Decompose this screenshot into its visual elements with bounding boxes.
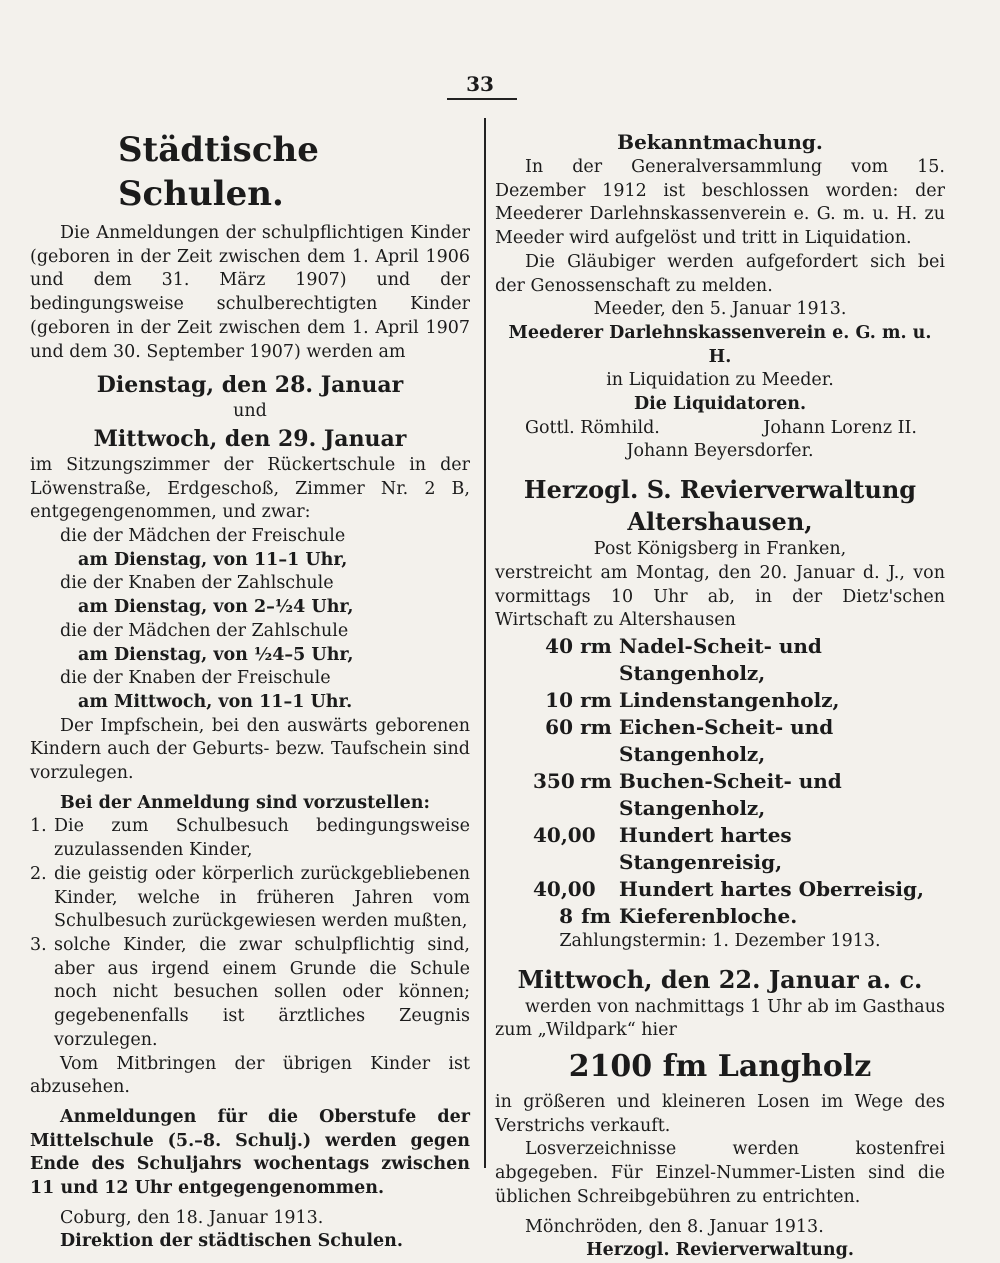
schedule-entry bbox=[60, 525, 470, 572]
list-fees-text: Losverzeichnisse werden kostenfrei abgegeben. Für Einzel-Nummer-Listen sind die üblichen Schreibgebühren zu entrichten. bbox=[495, 1139, 945, 1207]
lot-quantity: 40,00 bbox=[533, 822, 596, 847]
lot-description: Hundert hartes Oberreisig, bbox=[619, 876, 924, 901]
lot-quantity: 40,00 bbox=[533, 876, 596, 901]
announcement-title: Bekanntmachung. bbox=[617, 130, 823, 154]
schools-signature: Direktion der städtischen Schulen. bbox=[60, 1231, 403, 1252]
lot-description: Hundert hartes Stangenreisig, bbox=[619, 822, 792, 874]
wood-lots bbox=[495, 633, 945, 930]
list-item bbox=[30, 934, 470, 1053]
schedule-time: am Dienstag, von 11–1 Uhr, bbox=[78, 549, 348, 570]
coburg-date: Coburg, den 18. Januar 1913. bbox=[60, 1207, 324, 1228]
date-wednesday-22: Mittwoch, den 22. Januar a. c. bbox=[517, 964, 923, 994]
schedule-entry bbox=[60, 572, 470, 619]
schedule-time: am Dienstag, von 2–½4 Uhr, bbox=[78, 597, 354, 618]
list-item bbox=[30, 815, 470, 862]
wood-lot bbox=[495, 876, 945, 903]
lot-quantity: 40 bbox=[545, 633, 573, 658]
lot-unit: fm bbox=[581, 903, 611, 928]
schedule-group: die der Knaben der Zahlschule bbox=[60, 573, 334, 594]
date-wednesday: Mittwoch, den 29. Januar bbox=[93, 425, 407, 452]
forestry-post: Post Königsberg in Franken, bbox=[593, 539, 847, 560]
wood-lot bbox=[495, 768, 945, 822]
schedule-entry bbox=[60, 667, 470, 714]
schools-title: Städtische Schulen. bbox=[118, 130, 319, 214]
schedule-time: am Mittwoch, von 11–1 Uhr. bbox=[78, 691, 353, 712]
assembly-text: In der Generalversammlung vom 15. Dezember 1912 ist beschlossen worden: der Meederer Darlehnskassenverein e. G. m. u. H. zu Meeder wird aufgelöst und tritt in Liquidation. bbox=[495, 157, 945, 249]
forestry-title: Herzogl. S. Revierverwaltung Altershausen, bbox=[523, 475, 917, 537]
lot-quantity: 8 bbox=[559, 903, 573, 928]
forestry-signature: Herzogl. Revierverwaltung. bbox=[586, 1240, 854, 1261]
schedule-time: am Dienstag, von ½4–5 Uhr, bbox=[78, 644, 354, 665]
association-name: Meederer Darlehnskassenverein e. G. m. u. H. bbox=[508, 322, 932, 367]
lot-description: Lindenstangenholz, bbox=[619, 687, 840, 712]
list-text: solche Kinder, die zwar schulpflichtig sind, aber aus irgend einem Grunde die Schule noch nicht besuchen sollen oder können; gegebenenfalls ist ärztliches Zeugnis vorzulegen. bbox=[54, 934, 470, 1050]
schools-intro: Die Anmeldungen der schulpflichtigen Kinder (geboren in der Zeit zwischen dem 1. April 1906 und dem 31. März 1907) und der bedingungsweise schulberechtigten Kinder (geboren in der Zeit zwischen dem 1. April 1907 und dem 30. September 1907) werden am bbox=[30, 223, 470, 362]
liquidator-name: Johann Beyersdorfer. bbox=[626, 441, 814, 462]
liquidation-text: in Liquidation zu Meeder. bbox=[606, 370, 834, 391]
lot-description: Kieferenbloche. bbox=[619, 903, 798, 928]
schedule-entry bbox=[60, 620, 470, 667]
liquidator-names bbox=[495, 417, 945, 441]
lot-unit: rm bbox=[580, 633, 612, 658]
liquidator-name: Johann Lorenz II. bbox=[763, 417, 917, 438]
creditors-text: Die Gläubiger werden aufgefordert sich bei der Genossenschaft zu melden. bbox=[495, 251, 945, 296]
lot-quantity: 350 bbox=[533, 768, 575, 793]
list-text: Die zum Schulbesuch bedingungsweise zuzulassenden Kinder, bbox=[54, 816, 470, 861]
lot-description: Nadel-Scheit- und Stangenholz, bbox=[619, 633, 822, 685]
list-number: 3. bbox=[30, 934, 47, 955]
page-number: 33 bbox=[466, 72, 494, 96]
timber-amount: 2100 fm Langholz bbox=[568, 1049, 872, 1085]
location-text: im Sitzungszimmer der Rückertschule in der Löwenstraße, Erdgeschoß, Zimmer Nr. 2 B, entgegengenommen, und zwar: bbox=[30, 454, 470, 523]
liquidator-name: Gottl. Römhild. bbox=[525, 417, 660, 438]
lot-description: Eichen-Scheit- und Stangenholz, bbox=[619, 714, 834, 766]
lot-description: Buchen-Scheit- und Stangenholz, bbox=[619, 768, 842, 820]
liquidators-heading: Die Liquidatoren. bbox=[633, 394, 807, 415]
lot-quantity: 60 bbox=[545, 714, 573, 739]
present-heading: Bei der Anmeldung sind vorzustellen: bbox=[60, 792, 430, 813]
wood-lot bbox=[495, 903, 945, 930]
schedule-group: die der Mädchen der Freischule bbox=[60, 526, 346, 547]
moenchroeden-date: Mönchröden, den 8. Januar 1913. bbox=[525, 1216, 824, 1237]
and-word: und bbox=[233, 401, 267, 422]
wood-lot bbox=[495, 633, 945, 687]
lot-unit bbox=[573, 876, 619, 903]
lots-text: in größeren und kleineren Losen im Wege des Verstrichs verkauft. bbox=[495, 1092, 945, 1136]
lot-unit bbox=[573, 822, 619, 876]
meeder-date: Meeder, den 5. Januar 1913. bbox=[593, 299, 847, 320]
lot-unit: rm bbox=[580, 714, 612, 739]
list-number: 1. bbox=[30, 816, 47, 837]
schedule-group: die der Mädchen der Zahlschule bbox=[60, 620, 349, 641]
upper-level-note: Anmeldungen für die Oberstufe der Mittelschule (5.–8. Schulj.) werden gegen Ende des Schuljahrs wochentags zwischen 11 und 12 Uhr entgegengenommen. bbox=[30, 1106, 470, 1199]
lot-unit: rm bbox=[580, 687, 612, 712]
payment-date: Zahlungstermin: 1. Dezember 1913. bbox=[559, 930, 881, 951]
wood-lot bbox=[495, 714, 945, 768]
date-tuesday: Dienstag, den 28. Januar bbox=[96, 372, 404, 399]
other-children-note: Vom Mitbringen der übrigen Kinder ist abzusehen. bbox=[30, 1053, 470, 1098]
list-number: 2. bbox=[30, 863, 47, 884]
right-column bbox=[495, 128, 945, 1263]
left-column bbox=[30, 128, 470, 1254]
list-text: die geistig oder körperlich zurückgebliebenen Kinder, welche in früheren Jahren vom Schulbesuch zurückgewiesen werden mußten, bbox=[54, 863, 470, 932]
lot-quantity: 10 bbox=[545, 687, 573, 712]
wood-lot bbox=[495, 822, 945, 876]
lot-unit: rm bbox=[580, 768, 612, 793]
vaccination-note: Der Impfschein, bei den auswärts geborenen Kindern auch der Geburts- bezw. Taufschein sind vorzulegen. bbox=[30, 715, 470, 784]
auction-text: verstreicht am Montag, den 20. Januar d. J., von vormittags 10 Uhr ab, in der Dietz'schen Wirtschaft zu Altershausen bbox=[495, 562, 945, 631]
schedule-list bbox=[30, 525, 470, 715]
page-number-rule bbox=[447, 98, 517, 100]
list-item bbox=[30, 863, 470, 934]
wood-lot bbox=[495, 687, 945, 714]
timber-sale-text: werden von nachmittags 1 Uhr ab im Gasthaus zum „Wildpark“ hier bbox=[495, 996, 945, 1041]
schedule-group: die der Knaben der Freischule bbox=[60, 668, 331, 689]
column-divider bbox=[484, 118, 486, 1168]
